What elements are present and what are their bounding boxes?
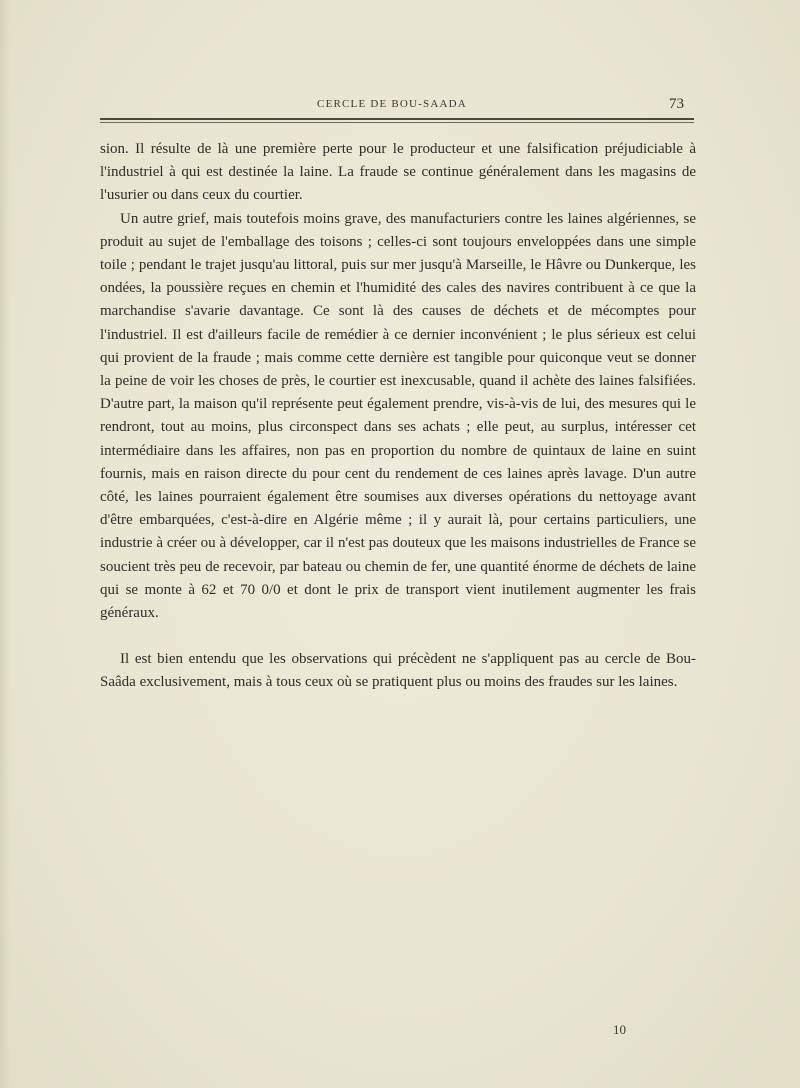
paragraph-2: Un autre grief, mais toutefois moins grave, des manufacturiers contre les laines algériennes, se produit au sujet de l'emballage des toisons ; celles-ci sont toujours enveloppées dans une simple toile ; pendant le trajet jusqu'au littoral, puis sur mer jusqu'à Marseille, le Hâvre ou Dunkerque, les ondées, la poussière reçues en chemin et l'humidité des cales des navires contribuent à ce que la marchandise s'avarie davantage. Ce sont là des causes de déchets et de mécomptes pour l'industriel. Il est d'ailleurs facile de remédier à ce dernier inconvénient ; le plus sérieux est celui qui provient de la fraude ; mais comme cette dernière est tangible pour quiconque veut se donner la peine de voir les choses de près, le courtier est inexcusable, quand il achète des laines falsifiées. D'autre part, la maison qu'il représente peut également prendre, vis-à-vis de lui, des mesures qui le rendront, tout au moins, plus circonspect dans ses achats ; elle peut, au surplus, intéresser cet intermédiaire dans les affaires, non pas en proportion du nombre de quintaux de laine en suint fournis, mais en raison directe du pour cent du rendement de ces laines après lavage. D'un autre côté, les laines pourraient également être soumises aux diverses opérations du nettoyage avant d'être embarquées, c'est-à-dire en Algérie même ; il y aurait là, pour certains particuliers, une industrie à créer ou à développer, car il n'est pas douteux que les maisons industrielles de France se soucient très peu de recevoir, par bateau ou chemin de fer, une quantité énorme de déchets de laine qui se monte à 62 et 70 0/0 et dont le prix de transport vient inutilement augmenter les frais généraux.	[100, 210, 696, 622]
paragraph-3: Il est bien entendu que les observations qui précèdent ne s'appliquent pas au cercle de Bou-Saâda exclusivement, mais à tous ceux où se pratiquent plus ou moins des fraudes sur les laines.	[100, 651, 696, 691]
page-number: 73	[669, 96, 684, 112]
header-rule-thin	[100, 122, 694, 123]
body-text	[100, 138, 696, 695]
paragraph-1: sion. Il résulte de là une première perte pour le producteur et une falsification préjudiciable à l'industriel à qui est destinée la laine. La fraude se continue généralement dans les magasins de l'usurier ou dans ceux du courtier.	[100, 141, 696, 204]
header-rule-thick	[100, 118, 694, 120]
page-header	[100, 96, 684, 116]
page-edge-shadow	[0, 0, 10, 1088]
signature-mark: 10	[613, 1022, 626, 1037]
running-title: CERCLE DE BOU-SAADA	[317, 98, 467, 110]
